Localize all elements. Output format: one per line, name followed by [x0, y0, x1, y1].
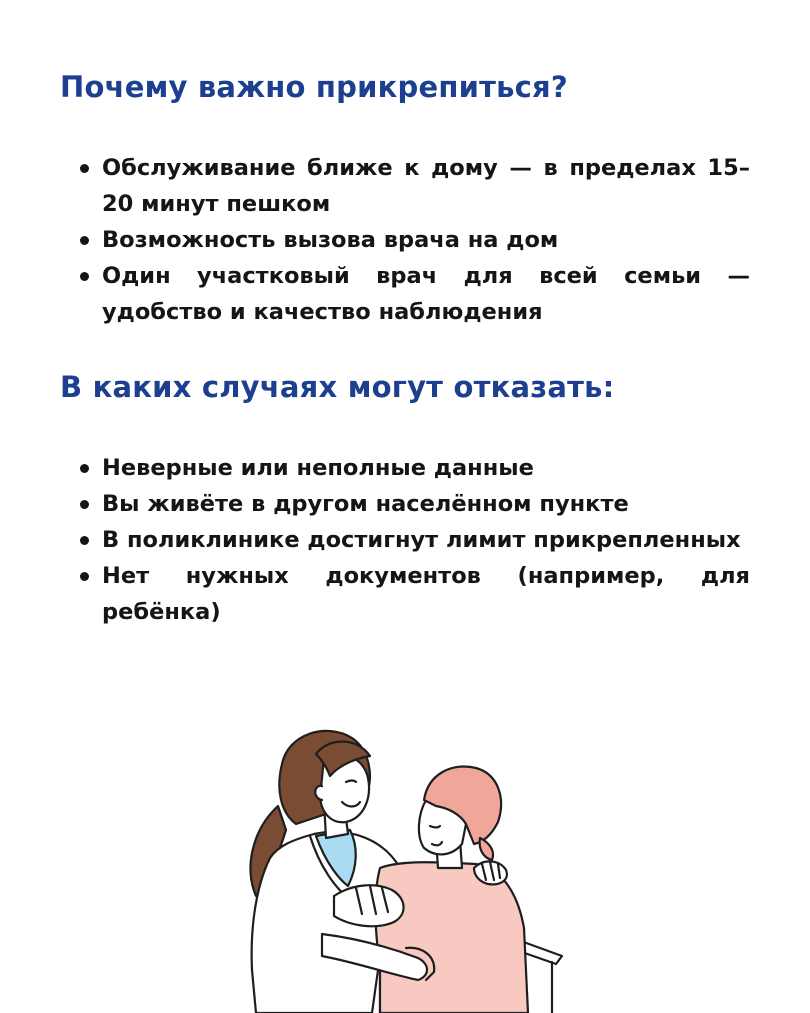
section-title-refusal-cases: В каких случаях могут отказать:: [60, 370, 615, 404]
list-item: Неверные или неполные данные: [78, 450, 750, 486]
benefits-list: [78, 150, 750, 330]
list-item: Один участковый врач для всей семьи — удобство и качество наблюдения: [78, 258, 750, 330]
refusal-reasons-list: [78, 450, 750, 630]
list-item: Нет нужных документов (например, для ребёнка): [78, 558, 750, 630]
list-item: В поликлинике достигнут лимит прикрепленных: [78, 522, 750, 558]
section-title-why-attach: Почему важно прикрепиться?: [60, 70, 568, 104]
doctor-with-patient-illustration: [230, 718, 580, 1013]
list-item: Возможность вызова врача на дом: [78, 222, 750, 258]
list-item: Вы живёте в другом населённом пункте: [78, 486, 750, 522]
list-item: Обслуживание ближе к дому — в пределах 15–20 минут пешком: [78, 150, 750, 222]
